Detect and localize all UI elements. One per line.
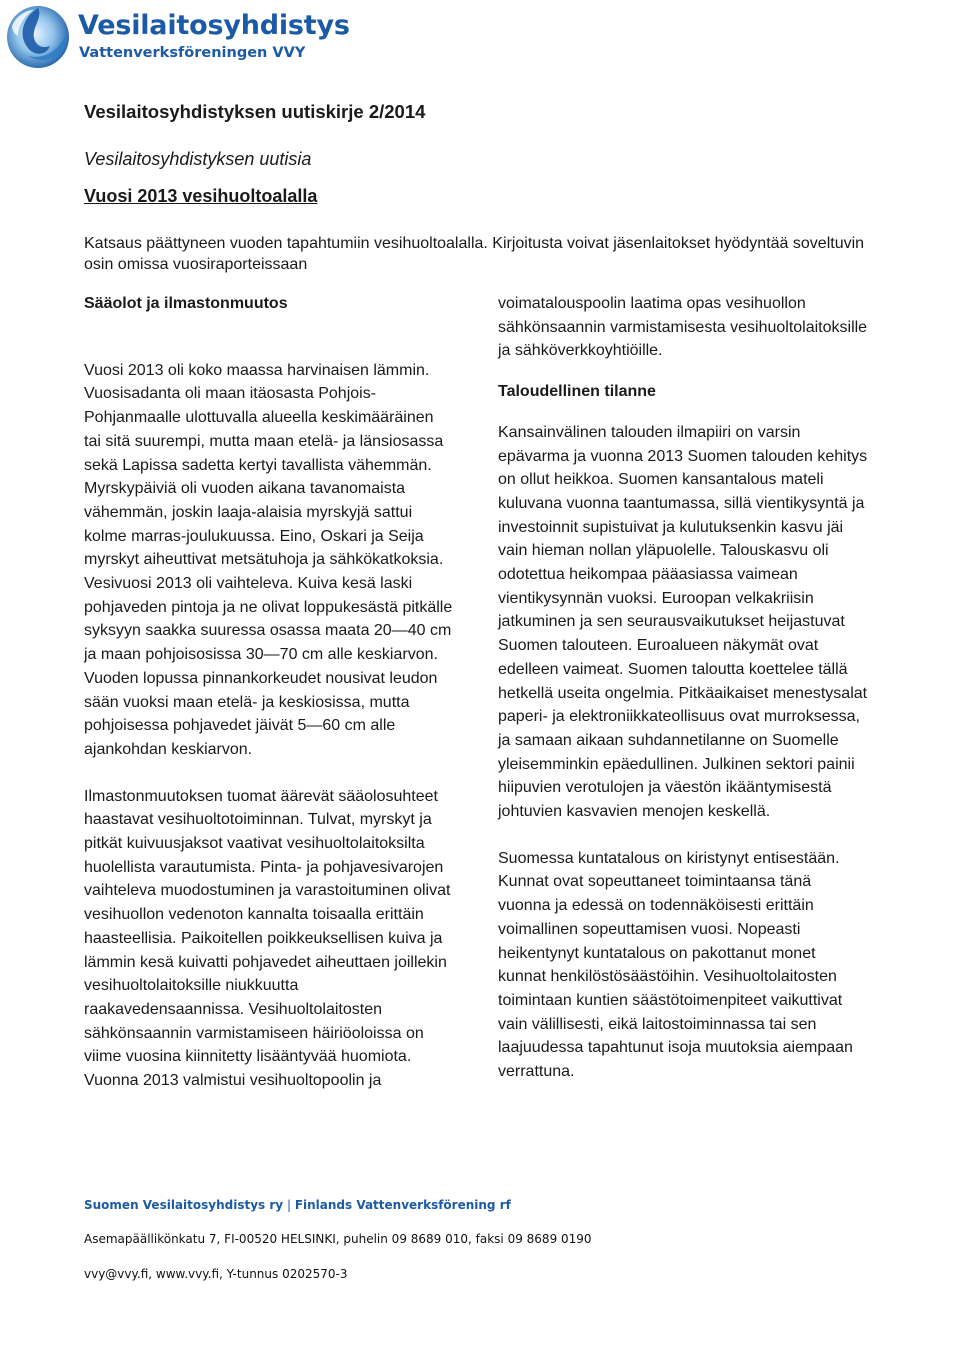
weather-paragraph: Vuosi 2013 oli koko maassa harvinaisen lämmin. Vuosisadanta oli maan itäosasta Pohjois-Pohjanmaalle ulottuvalla alueella keskimääräinen tai sitä suurempi, mutta maan etelä- ja länsiosassa sekä Lapissa sadetta kertyi tavallista vähemmän. Myrskypäiviä oli vuoden aikana tavanomaista vähemmän, joskin laaja-alaisia myrskyjä sattui kolme marras-joulukuussa. Eino, Oskari ja Seija myrskyt aiheuttivat metsätuhoja ja sähkökatkoksia. Vesivuosi 2013 oli vaihteleva. Kuiva kesä laski pohjaveden pintoja ja ne olivat loppukesästä pitkälle syksyyn saakka suuressa osassa maata 20—40 cm ja maan pohjoisosissa 30—70 cm alle keskiarvon. Vuoden lopussa pinnankorkeudet nousivat leudon sään vuoksi maan etelä- ja keskiosissa, mutta pohjoisessa pohjavedet jäivät 5—60 cm alle ajankohdan keskiarvon. <box>84 361 453 758</box>
newsletter-subtitle: Vesilaitosyhdistyksen uutisia <box>84 149 312 169</box>
footer-address: Asemapäällikönkatu 7, FI-00520 HELSINKI, puhelin 09 8689 010, faksi 09 8689 0190 <box>84 1232 592 1246</box>
footer-org-sv: Finlands Vattenverksförening rf <box>294 1198 511 1212</box>
brand-name: Vesilaitosyhdistys <box>78 10 350 41</box>
left-column <box>84 292 454 1093</box>
footer <box>84 1198 884 1281</box>
footer-separator: | <box>286 1198 291 1212</box>
right-column <box>498 292 868 1084</box>
section-heading-economy: Taloudellinen tilanne <box>498 383 656 401</box>
continued-paragraph: voimatalouspoolin laatima opas vesihuollon sähkönsaannin varmistamisesta vesihuoltolaitoksille ja sähköverkkoyhtiöille. <box>498 295 868 360</box>
footer-org-fi: Suomen Vesilaitosyhdistys ry <box>84 1198 284 1212</box>
article-heading: Vuosi 2013 vesihuoltoalalla <box>84 186 318 206</box>
section-heading-weather: Sääolot ja ilmastonmuutos <box>84 295 288 312</box>
municipal-paragraph: Suomessa kuntatalous on kiristynyt entisestään. Kunnat ovat sopeuttaneet toimintaansa tänä vuonna ja edessä on todennäköisesti erittäin voimallinen sopeuttamisen vuosi. Nopeasti heikentynyt kuntatalous on pakottanut monet kunnat henkilöstösäästöihin. Vesihuoltolaitosten toimintaan kuntien säästötoimenpiteet vaikuttivat vain välillisesti, eikä laitostoiminnassa tai sen laajuudessa tapahtunut isoja muutoksia aiempaan verrattuna. <box>498 849 853 1081</box>
water-drop-logo-icon <box>4 4 72 70</box>
newsletter-title: Vesilaitosyhdistyksen uutiskirje 2/2014 <box>84 101 426 122</box>
economy-paragraph: Kansainvälinen talouden ilmapiiri on varsin epävarma ja vuonna 2013 Suomen talouden kehitys on ollut heikkoa. Suomen kansantalous mateli kuluvana vuonna taantumassa, sillä vientikysyntä ja investoinnit supistuivat ja kulutuksenkin kasvu jäi vain hieman nollan yläpuolelle. Talouskasvu oli odotettua heikompaa pääasiassa vaimean vientikysynnän vuoksi. Euroopan velkakriisin jatkuminen ja sen seurausvaikutukset heijastuvat Suomen talouteen. Euroalueen näkymät ovat edelleen vaimeat. Suomen taloutta koettelee tällä hetkellä useita ongelmia. Pitkäaikaiset menestysalat paperi- ja elektroniikkateollisuus ovat murroksessa, ja samaan aikaan suhdannetilanne on Suomelle yleisemminkin epäedullinen. Julkinen sektori painii hiipuvien verotulojen ja väestön ikääntymisestä johtuvien kasvavien menojen keskellä. <box>498 423 868 821</box>
header-logo <box>0 0 350 75</box>
article-intro: Katsaus päättyneen vuoden tapahtumiin vesihuoltoalalla. Kirjoitusta voivat jäsenlaitokset hyödyntää soveltuvin osin omissa vuosiraporteissaan <box>84 235 865 273</box>
brand-subtitle: Vattenverksföreningen VVY <box>79 45 306 61</box>
footer-org-line <box>84 1198 884 1212</box>
footer-contact[interactable]: vvy@vvy.fi, www.vvy.fi, Y-tunnus 0202570-3 <box>84 1267 348 1281</box>
climate-paragraph: Ilmastonmuutoksen tuomat äärevät sääolosuhteet haastavat vesihuoltotoiminnan. Tulvat, myrskyt ja pitkät kuivuusjaksot vaativat vesihuoltolaitoksilta huolellista varautumista. Pinta- ja pohjavesivarojen vaihteleva muodostuminen ja varastoituminen olivat vesihuollon vedenoton kannalta toisaalla erittäin haasteellisia. Paikoitellen poikkeuksellisen kuiva ja lämmin kesä kuivatti pohjavedet aiheuttaen joillekin vesihuoltolaitoksille niukkuutta raakavedensaannissa. Vesihuoltolaitosten sähkönsaannin varmistamiseen häiriöoloissa on viime vuosina kiinnitetty lisääntyvää huomiota. Vuonna 2013 valmistui vesihuoltopoolin ja <box>84 787 451 1090</box>
